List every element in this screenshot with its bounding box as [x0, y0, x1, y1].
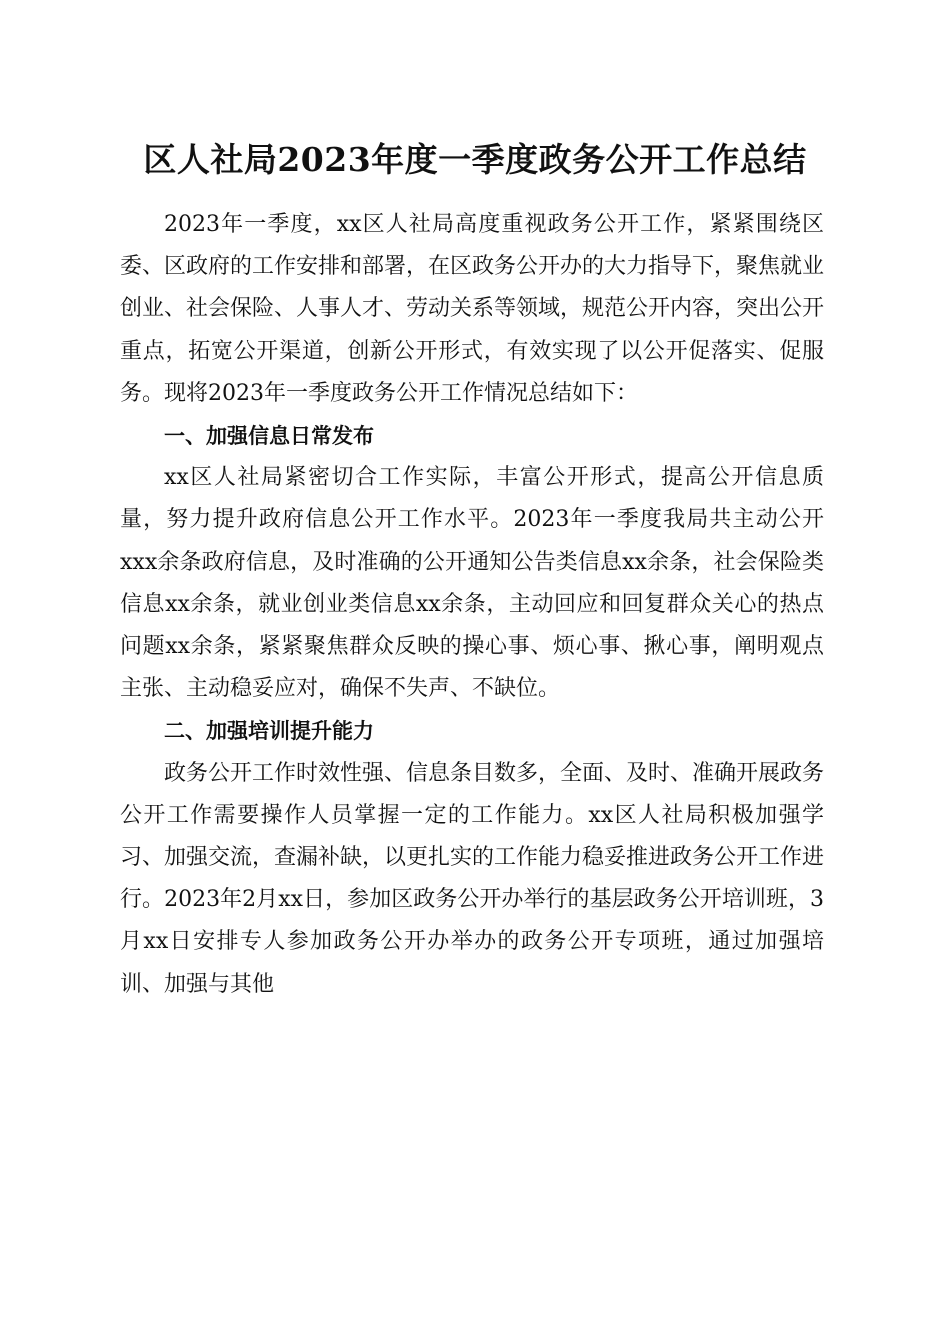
document-title: 区人社局2023年度一季度政务公开工作总结 — [143, 140, 807, 179]
section-heading-2: 二、加强培训提升能力 — [164, 719, 374, 744]
section-heading-1: 一、加强信息日常发布 — [164, 424, 374, 449]
section-paragraph-2: 政务公开工作时效性强、信息条目数多，全面、及时、准确开展政务公开工作需要操作人员掌握一定的工作能力。xx区人社局积极加强学习、加强交流，查漏补缺，以更扎实的工作能力稳妥推进政务公开工作进行。2023年2月xx日，参加区政务公开办举行的基层政务公开培训班，3月xx日安排专人参加政务公开办举办的政务公开专项班，通过加强培训、加强与其他 — [120, 760, 825, 997]
section-paragraph-1: xx区人社局紧密切合工作实际，丰富公开形式，提高公开信息质量，努力提升政府信息公开工作水平。2023年一季度我局共主动公开xxx余条政府信息，及时准确的公开通知公告类信息xx余条，社会保险类信息xx余条，就业创业类信息xx余条，主动回应和回复群众关心的热点问题xx余条，紧紧聚焦群众反映的操心事、烦心事、揪心事，阐明观点主张、主动稳妥应对，确保不失声、不缺位。 — [120, 465, 824, 702]
document-body — [120, 204, 824, 1006]
intro-paragraph: 2023年一季度，xx区人社局高度重视政务公开工作，紧紧围绕区委、区政府的工作安排和部署，在区政务公开办的大力指导下，聚焦就业创业、社会保险、人事人才、劳动关系等领域，规范公开内容，突出公开重点，拓宽公开渠道，创新公开形式，有效实现了以公开促落实、促服务。现将2023年一季度政务公开工作情况总结如下： — [120, 212, 825, 406]
